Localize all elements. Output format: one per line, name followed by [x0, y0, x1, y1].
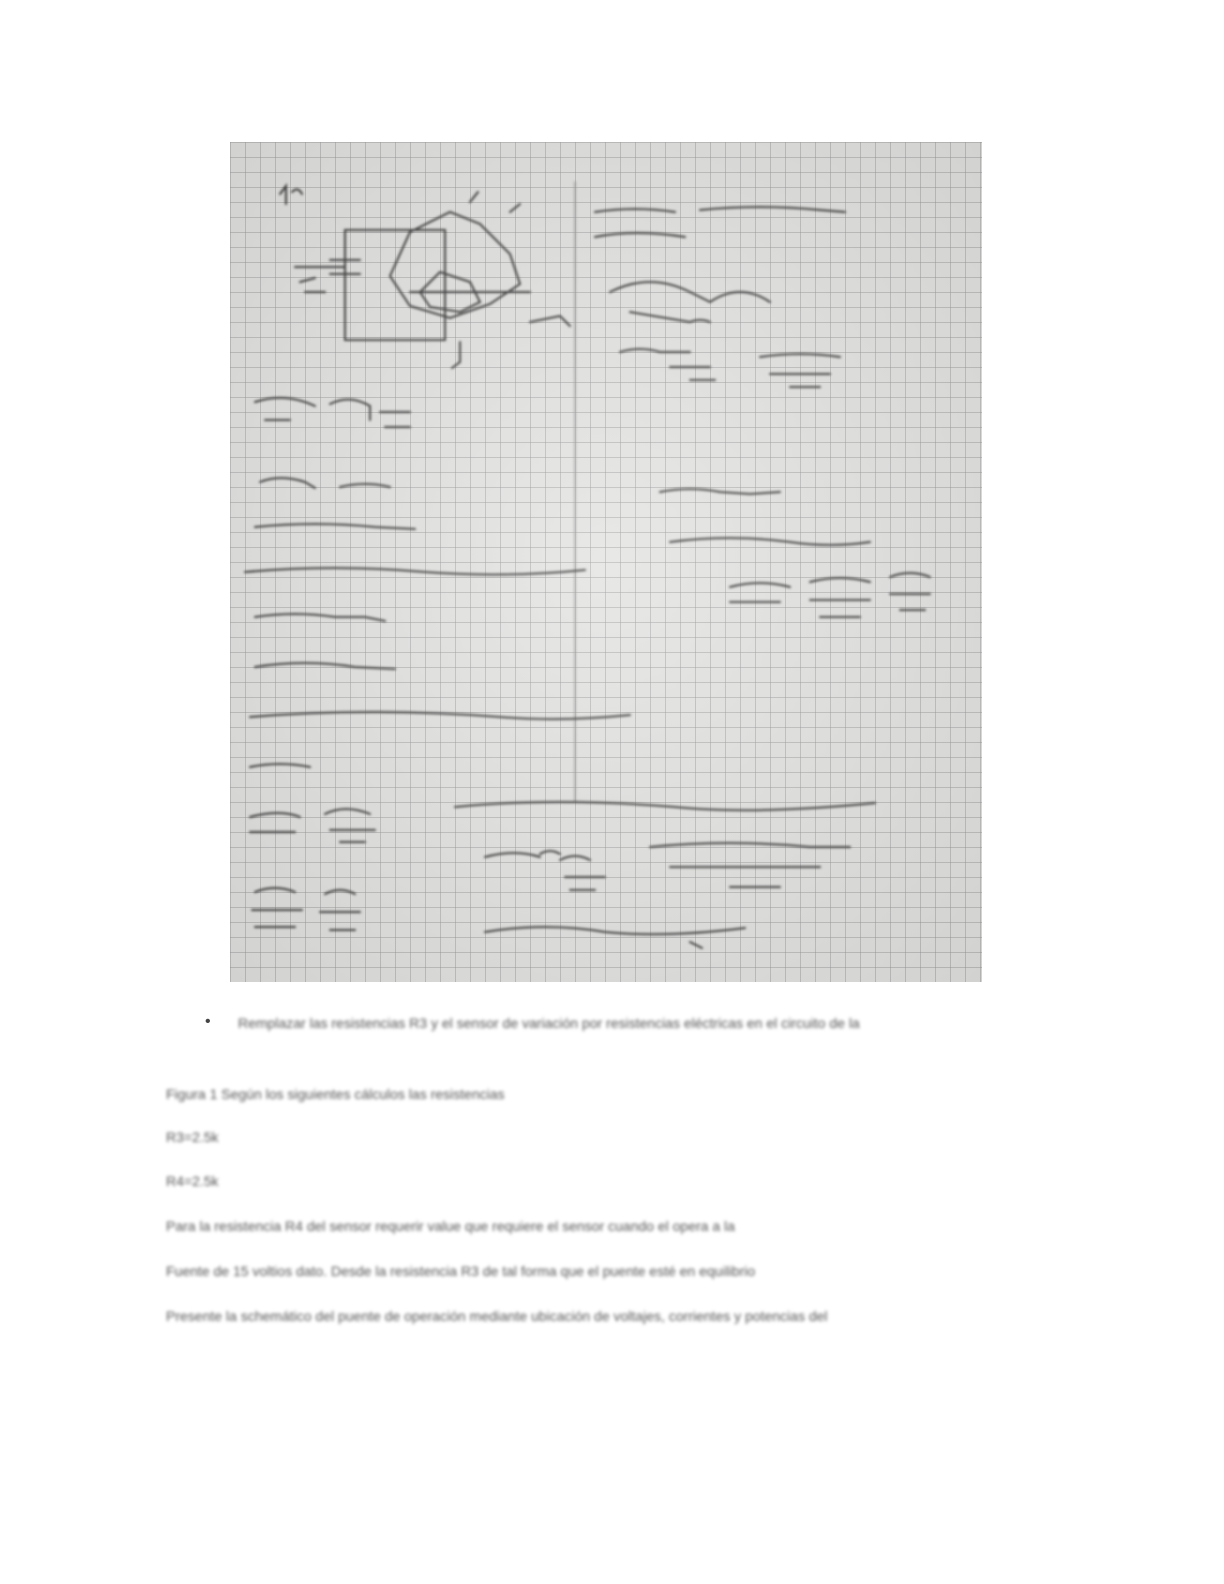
bullet-text: Remplazar las resistencias R3 y el sensor de variación por resistencias eléctricas en el circuito de la — [238, 1015, 860, 1031]
paragraph-r4-value: R4=2.5k — [166, 1173, 219, 1189]
paragraph-r3-value: R3=2.5k — [166, 1129, 219, 1145]
paragraph-schematic-note: Presente la schemático del puente de operación mediante ubicación de voltajes, corrientes y potencias del — [166, 1308, 828, 1324]
notebook-photo — [230, 142, 982, 982]
handwritten-notes — [230, 142, 982, 982]
paragraph-sensor-note: Para la resistencia R4 del sensor requerir value que requiere el sensor cuando el opera a la — [166, 1218, 735, 1234]
paragraph-source-note: Fuente de 15 voltios dato. Desde la resistencia R3 de tal forma que el puente esté en equilibrio — [166, 1263, 756, 1279]
bullet-icon: • — [205, 1013, 211, 1030]
paragraph-figure-caption: Figura 1 Según los siguientes cálculos las resistencias — [166, 1086, 505, 1102]
